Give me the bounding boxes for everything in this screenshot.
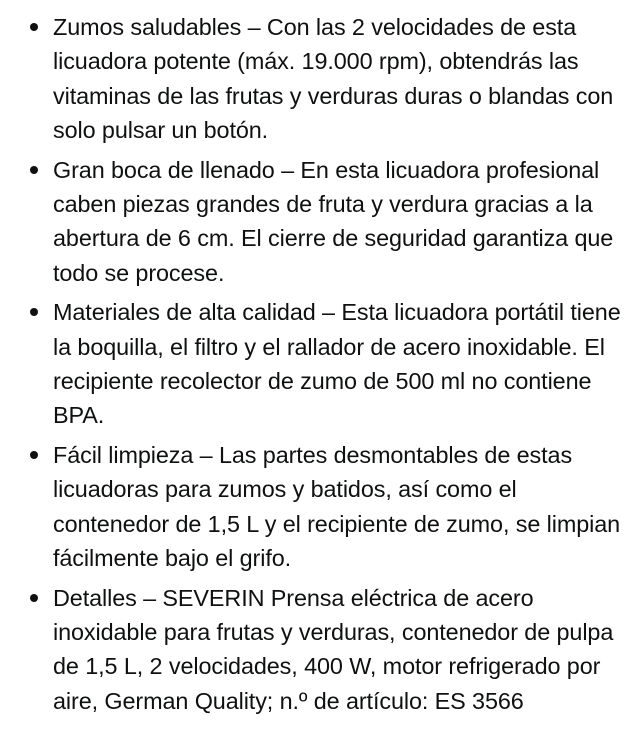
feature-item-gran-boca (0, 153, 640, 291)
feature-item-facil-limpieza (0, 438, 640, 576)
feature-text: Fácil limpieza – Las partes desmontables de estas licuadoras para zumos y batidos, así como el contenedor de 1,5 L y el recipiente de zumo, se limpian fácilmente bajo el grifo. (53, 441, 621, 572)
bullet-icon (30, 23, 38, 31)
bullet-icon (30, 594, 38, 602)
feature-item-materiales (0, 295, 640, 433)
feature-text: Materiales de alta calidad – Esta licuadora portátil tiene la boquilla, el filtro y el rallador de acero inoxidable. El recipiente recolector de zumo de 500 ml no contiene BPA. (53, 299, 621, 429)
bullet-icon (30, 166, 38, 174)
feature-text: Zumos saludables – Con las 2 velocidades de esta licuadora potente (máx. 19.000 rpm), obtendrás las vitaminas de las frutas y verduras duras o blandas con solo pulsar un botón. (53, 14, 614, 144)
bullet-icon (30, 451, 38, 459)
feature-item-zumos-saludables (0, 0, 640, 148)
feature-item-detalles (0, 581, 640, 719)
bullet-icon (30, 308, 38, 316)
feature-text: Gran boca de llenado – En esta licuadora profesional caben piezas grandes de fruta y verdura gracias a la abertura de 6 cm. El cierre de seguridad garantiza que todo se procese. (53, 156, 614, 286)
feature-text: Detalles – SEVERIN Prensa eléctrica de acero inoxidable para frutas y verduras, contenedor de pulpa de 1,5 L, 2 velocidades, 400 W, motor refrigerado por aire, German Quality; n.º de artículo: ES 3566 (53, 584, 614, 714)
